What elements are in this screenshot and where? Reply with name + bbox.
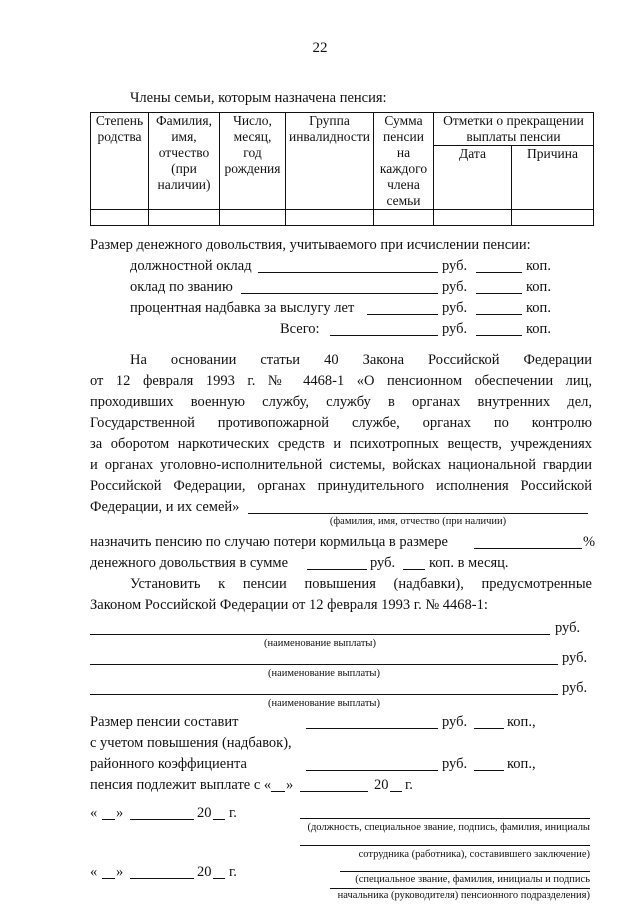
pension-kop-field[interactable] (474, 728, 504, 729)
header-termination-marks: Отметки о прекращении выплаты пенсии (434, 113, 594, 146)
total-kop-field[interactable] (476, 335, 522, 336)
table-cell[interactable] (512, 210, 594, 226)
rub-label: руб. (442, 300, 468, 316)
rub-label: руб. (562, 680, 588, 696)
payment-caption: (наименование выплаты) (264, 638, 376, 649)
header-birth-date: Число, месяц, год рождения (220, 113, 286, 210)
table-row (91, 210, 594, 226)
header-amount: Сумма пенсии на каждого члена семьи (374, 113, 434, 210)
employee-year-field[interactable] (213, 819, 225, 820)
kop-label: коп., (507, 756, 536, 772)
head-signature-field[interactable] (340, 871, 590, 872)
payable-year-field[interactable] (390, 791, 402, 792)
regional-rub-field[interactable] (306, 770, 438, 771)
basis-line: На основании статьи 40 Закона Российской Федерации (130, 352, 592, 368)
kop-label: коп. (526, 258, 551, 274)
assign-text: назначить пенсию по случаю потери кормильца в размере (90, 534, 448, 550)
basis-line: Государственной противопожарной службе, органах по контролю (90, 415, 592, 431)
rub-label: руб. (442, 321, 468, 337)
employee-caption: сотрудника (работника), составившего заключение) (358, 849, 590, 860)
payment-caption: (наименование выплаты) (268, 668, 380, 679)
rank-kop-field[interactable] (476, 293, 522, 294)
basis-last-line: Федерации, и их семей» (90, 499, 240, 515)
head-month-field[interactable] (130, 878, 194, 879)
employee-signature-field-2[interactable] (300, 845, 590, 846)
rub-label: руб. (442, 279, 468, 295)
basis-line: проходивших военную службу, службу в органах внутренних дел, (90, 394, 592, 410)
header-reason: Причина (512, 146, 594, 210)
payment-field[interactable] (90, 694, 558, 695)
family-caption: Члены семьи, которым назначена пенсия: (130, 90, 387, 106)
header-name: Фамилия, имя, отчество (при наличии) (149, 113, 220, 210)
payable-label: пенсия подлежит выплате с « (90, 777, 272, 793)
quote-close: » (116, 805, 124, 821)
pension-rub-field[interactable] (306, 728, 438, 729)
salary-label: должностной оклад (130, 258, 252, 274)
quote-close: » (116, 864, 124, 880)
money-kop-field[interactable] (403, 569, 425, 570)
rub-label: руб. (442, 714, 468, 730)
year-suffix: г. (229, 864, 237, 880)
year-prefix: 20 (197, 864, 212, 880)
payment-field[interactable] (90, 634, 550, 635)
payable-month-field[interactable] (300, 791, 368, 792)
year-suffix: г. (229, 805, 237, 821)
kop-label: коп. (526, 300, 551, 316)
family-table (90, 112, 594, 226)
payment-caption: (наименование выплаты) (268, 698, 380, 709)
rub-label: руб. (555, 620, 581, 636)
bonus-label: процентная надбавка за выслугу лет (130, 300, 355, 316)
head-caption: начальника (руководителя) пенсионного подразделения) (337, 890, 590, 901)
quote-close: » (286, 777, 294, 793)
head-day-field[interactable] (102, 878, 115, 879)
rub-label: руб. (442, 258, 468, 274)
year-prefix: 20 (197, 805, 212, 821)
increase-line: Установить к пенсии повышения (надбавки), предусмотренные (130, 576, 592, 592)
total-label: Всего: (280, 321, 320, 337)
employee-signature-field[interactable] (300, 818, 590, 819)
money-rub-field[interactable] (307, 569, 367, 570)
percent-field[interactable] (474, 548, 582, 549)
bonus-kop-field[interactable] (476, 314, 522, 315)
regional-kop-field[interactable] (474, 770, 504, 771)
salary-kop-field[interactable] (476, 272, 522, 273)
regional-label: районного коэффициента (90, 756, 247, 772)
basis-line: Российской Федерации, органах принудительного исполнения Российской (90, 478, 592, 494)
rub-label: руб. (562, 650, 588, 666)
total-rub-field[interactable] (330, 335, 438, 336)
header-date: Дата (434, 146, 512, 210)
money-text: денежного довольствия в сумме (90, 555, 289, 571)
basis-line: за оборотом наркотических средств и психотропных веществ, учреждениях (90, 436, 592, 452)
employee-month-field[interactable] (130, 819, 194, 820)
rub-label: руб. (442, 756, 468, 772)
year-prefix: 20 (374, 777, 389, 793)
kop-label: коп., (507, 714, 536, 730)
head-caption: (специальное звание, фамилия, инициалы и подпись (355, 874, 590, 885)
kop-month-label: коп. в месяц. (429, 555, 509, 571)
rank-rub-field[interactable] (241, 293, 438, 294)
quote-open: « (90, 864, 98, 880)
payable-day-field[interactable] (271, 791, 285, 792)
rank-label: оклад по званию (130, 279, 233, 295)
header-kinship: Степень родства (91, 113, 149, 210)
percent-sign: % (583, 534, 596, 550)
basis-line: от 12 февраля 1993 г. № 4468-1 «О пенсионном обеспечении лиц, (90, 373, 592, 389)
table-cell[interactable] (374, 210, 434, 226)
table-cell[interactable] (286, 210, 374, 226)
year-suffix: г. (405, 777, 413, 793)
head-signature-field-2[interactable] (330, 888, 590, 889)
kop-label: коп. (526, 321, 551, 337)
pension-size-label: Размер пенсии составит (90, 714, 239, 730)
kop-label: коп. (526, 279, 551, 295)
header-disability: Группа инвалидности (286, 113, 374, 210)
table-cell[interactable] (220, 210, 286, 226)
table-cell[interactable] (91, 210, 149, 226)
increase-line: Законом Российской Федерации от 12 февраля 1993 г. № 4468-1: (90, 597, 488, 613)
fio-field[interactable] (248, 513, 588, 514)
table-cell[interactable] (149, 210, 220, 226)
rub-label: руб. (370, 555, 396, 571)
employee-day-field[interactable] (102, 819, 115, 820)
allowance-heading: Размер денежного довольствия, учитываемого при исчислении пенсии: (90, 237, 531, 253)
with-increase-label: с учетом повышения (надбавок), (90, 735, 292, 751)
employee-caption: (должность, специальное звание, подпись, фамилия, инициалы (307, 822, 590, 833)
table-cell[interactable] (434, 210, 512, 226)
quote-open: « (90, 805, 98, 821)
payment-field[interactable] (90, 664, 558, 665)
head-year-field[interactable] (213, 878, 225, 879)
salary-rub-field[interactable] (258, 272, 438, 273)
page-number: 22 (312, 40, 328, 56)
bonus-rub-field[interactable] (367, 314, 438, 315)
basis-line: и органах уголовно-исполнительной системы, войсках национальной гвардии (90, 457, 592, 473)
fio-caption: (фамилия, имя, отчество (при наличии) (329, 516, 507, 527)
